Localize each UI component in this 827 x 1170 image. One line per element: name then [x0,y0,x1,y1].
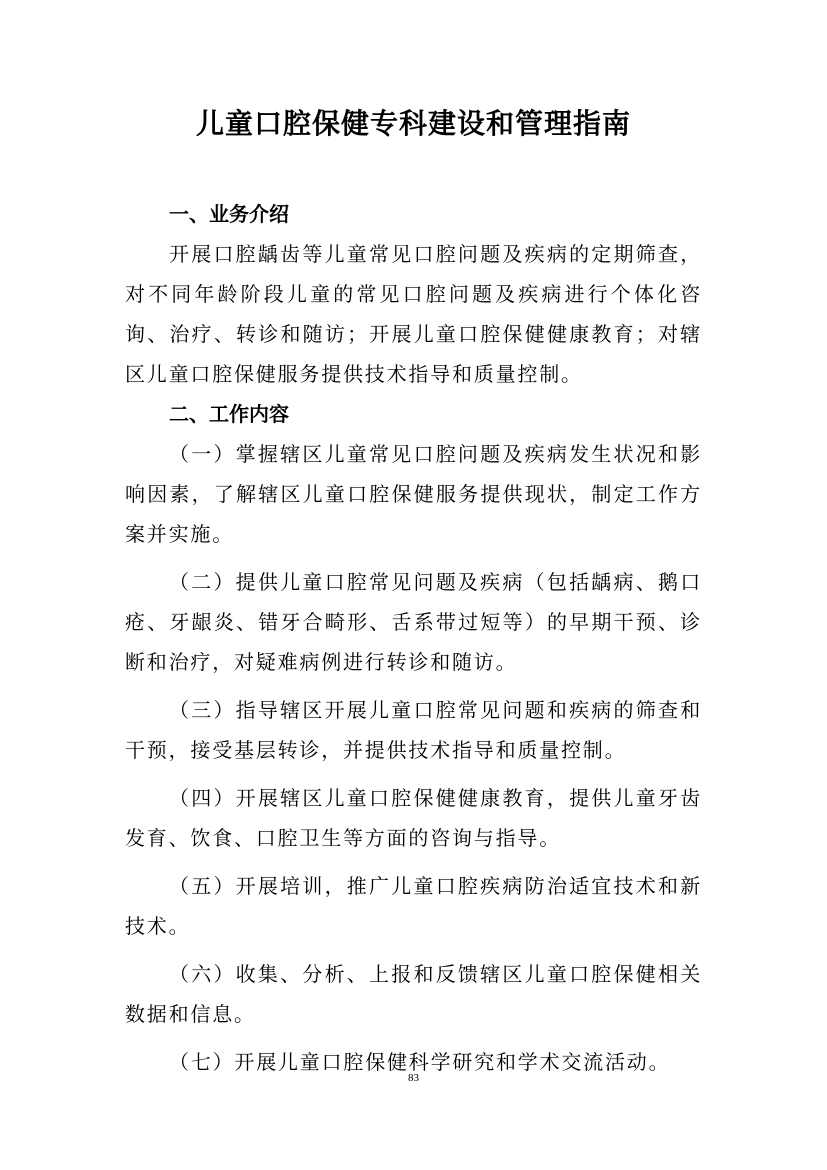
paragraph-spacer [125,554,702,562]
paragraph-work-item-5: （五）开展培训，推广儿童口腔疾病防治适宜技术和新技术。 [125,874,702,938]
paragraph-work-item-6: （六）收集、分析、上报和反馈辖区儿童口腔保健相关数据和信息。 [125,962,702,1026]
paragraph-spacer [125,858,702,866]
document-body [125,194,702,1082]
section-heading-business-intro: 一、业务介绍 [169,202,289,226]
paragraph-spacer [125,770,702,778]
paragraph-work-item-1: （一）掌握辖区儿童常见口腔问题及疾病发生状况和影响因素，了解辖区儿童口腔保健服务提供现状，制定工作方案并实施。 [125,442,702,546]
paragraph-spacer [125,1034,702,1042]
paragraph-business-intro: 开展口腔龋齿等儿童常见口腔问题及疾病的定期筛查，对不同年龄阶段儿童的常见口腔问题及疾病进行个体化咨询、治疗、转诊和随访；开展儿童口腔保健健康教育；对辖区儿童口腔保健服务提供技术指导和质量控制。 [125,242,702,386]
paragraph-spacer [125,946,702,954]
document-title: 儿童口腔保健专科建设和管理指南 [195,107,631,140]
page-number: 83 [408,1072,419,1084]
paragraph-work-item-7: （七）开展儿童口腔保健科学研究和学术交流活动。 [169,1050,671,1074]
section-heading-work-content: 二、工作内容 [169,402,289,426]
paragraph-spacer [125,682,702,690]
paragraph-work-item-3: （三）指导辖区开展儿童口腔常见问题和疾病的筛查和干预，接受基层转诊，并提供技术指导和质量控制。 [125,698,702,762]
paragraph-work-item-4: （四）开展辖区儿童口腔保健健康教育，提供儿童牙齿发育、饮食、口腔卫生等方面的咨询与指导。 [125,786,702,850]
paragraph-work-item-2: （二）提供儿童口腔常见问题及疾病（包括龋病、鹅口疮、牙龈炎、错牙合畸形、舌系带过短等）的早期干预、诊断和治疗，对疑难病例进行转诊和随访。 [125,570,702,674]
